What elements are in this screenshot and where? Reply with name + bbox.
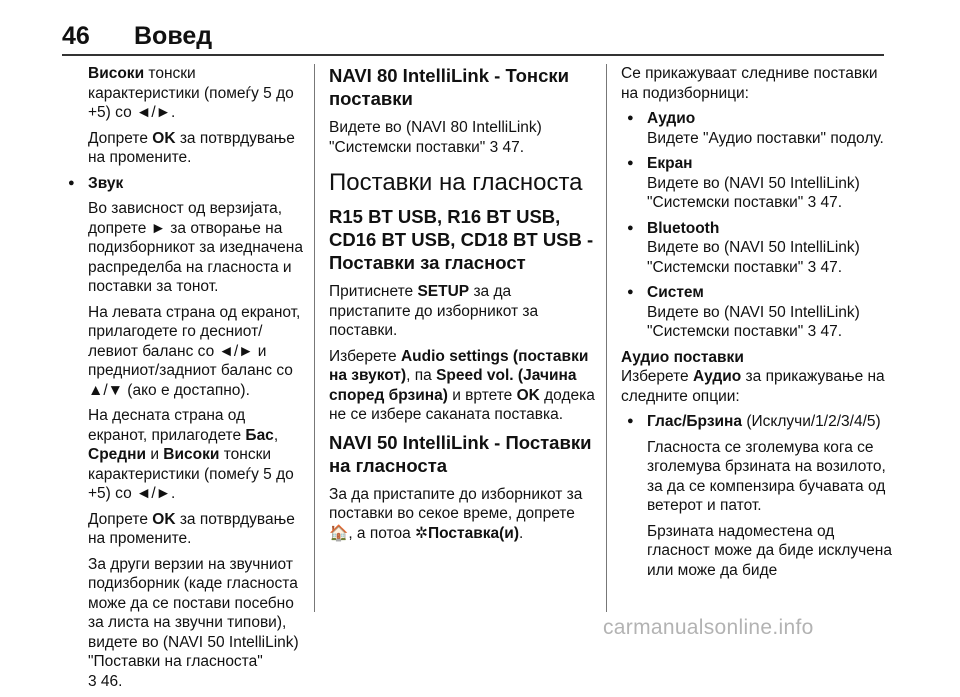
speed-paragraph-1: Гласноста се зголемува кога се зголемува брзината на возилото, за да се компензира бучавата од ветерот и патот. bbox=[647, 438, 886, 514]
submenu-intro: Се прикажуваат следниве поставки на подизборници: bbox=[621, 65, 878, 102]
page-header bbox=[62, 22, 884, 56]
header-rule bbox=[62, 54, 884, 56]
heading-audio-settings: Аудио поставки bbox=[621, 348, 744, 366]
column-divider bbox=[314, 64, 315, 612]
watermark: carmanualsonline.info bbox=[603, 616, 814, 639]
navi80-paragraph: Видете во (NAVI 80 IntelliLink) "Системски поставки" 3 47. bbox=[329, 119, 542, 156]
bullet-sound: ● Звук bbox=[62, 174, 308, 194]
select-paragraph: Изберете Audio settings (поставки на звукот), па Speed vol. (Јачина според брзина) и вртете OK додека не се избере саканата поставка. bbox=[329, 347, 595, 423]
right-screen-paragraph: На десната страна од екранот, прилагодете Бас, Средни и Високи тонски карактеристики (помеѓу 5 до +5) со ◄/►. bbox=[88, 407, 294, 502]
bullet-audio: ● Аудио Видете "Аудио поставки" подолу. bbox=[621, 109, 896, 148]
bullet-speed-volume: ● Глас/Брзина (Исклучи/1/2/3/4/5) bbox=[621, 412, 896, 432]
page-number: 46 bbox=[62, 22, 90, 50]
heading-volume-settings: Поставки на гласноста bbox=[329, 169, 583, 196]
page-reference: 3 46. bbox=[88, 672, 123, 690]
chapter-title: Вовед bbox=[134, 22, 213, 50]
heading-navi80: NAVI 80 IntelliLink - Тонски поставки bbox=[329, 65, 569, 109]
heading-r15: R15 BT USB, R16 BT USB, CD16 BT USB, CD18 BT USB - Поставки за гласност bbox=[329, 206, 594, 273]
confirm-paragraph-2: Допрете OK за потврдување на промените. bbox=[88, 510, 295, 547]
home-icon: 🏠 bbox=[329, 524, 349, 542]
navi50-paragraph: За да пристапите до изборникот за поставки во секое време, допрете 🏠, а потоа ✲Поставка(и). bbox=[329, 485, 583, 542]
speed-paragraph-2: Брзината надоместена од гласност може да биде исклучена или може да биде bbox=[647, 522, 892, 579]
left-screen-paragraph: На левата страна од екранот, прилагодете го десниот/левиот баланс со ◄/► и предниот/задниот баланс со ▲/▼ (ако е достапно). bbox=[88, 303, 301, 399]
treble-paragraph: Високи тонски карактеристики (помеѓу 5 до +5) со ◄/►. bbox=[88, 65, 294, 121]
sound-version-paragraph: Во зависност од верзијата, допрете ► за отворање на подизборникот за изедначена распределба на гласноста и поставки за тонот. bbox=[88, 200, 303, 295]
confirm-paragraph: Допрете OK за потврдување на промените. bbox=[88, 129, 295, 166]
audio-paragraph: Изберете Аудио за прикажување на следните опции: bbox=[621, 368, 885, 405]
bullet-system: ● Систем Видете во (NAVI 50 IntelliLink) "Системски поставки" 3 47. bbox=[621, 283, 896, 342]
heading-navi50: NAVI 50 IntelliLink - Поставки на гласноста bbox=[329, 431, 592, 476]
column-middle bbox=[329, 64, 595, 549]
column-left bbox=[62, 64, 308, 697]
gear-icon: ✲ bbox=[415, 524, 428, 542]
column-right bbox=[621, 64, 896, 586]
other-versions-paragraph: За други верзии на звучниот подизборник (каде гласноста може да се постави посебно за листа на звучни типови), видете во (NAVI 50 IntelliLink) "Поставки на гласноста" 3 46. bbox=[88, 555, 299, 690]
bullet-bluetooth: ● Bluetooth Видете во (NAVI 50 IntelliLink) "Системски поставки" 3 47. bbox=[621, 219, 896, 278]
bullet-screen: ● Екран Видете во (NAVI 50 IntelliLink) "Системски поставки" 3 47. bbox=[621, 154, 896, 213]
setup-paragraph: Притиснете SETUP за да пристапите до изборникот за поставки. bbox=[329, 283, 539, 339]
column-divider-2 bbox=[606, 64, 607, 612]
